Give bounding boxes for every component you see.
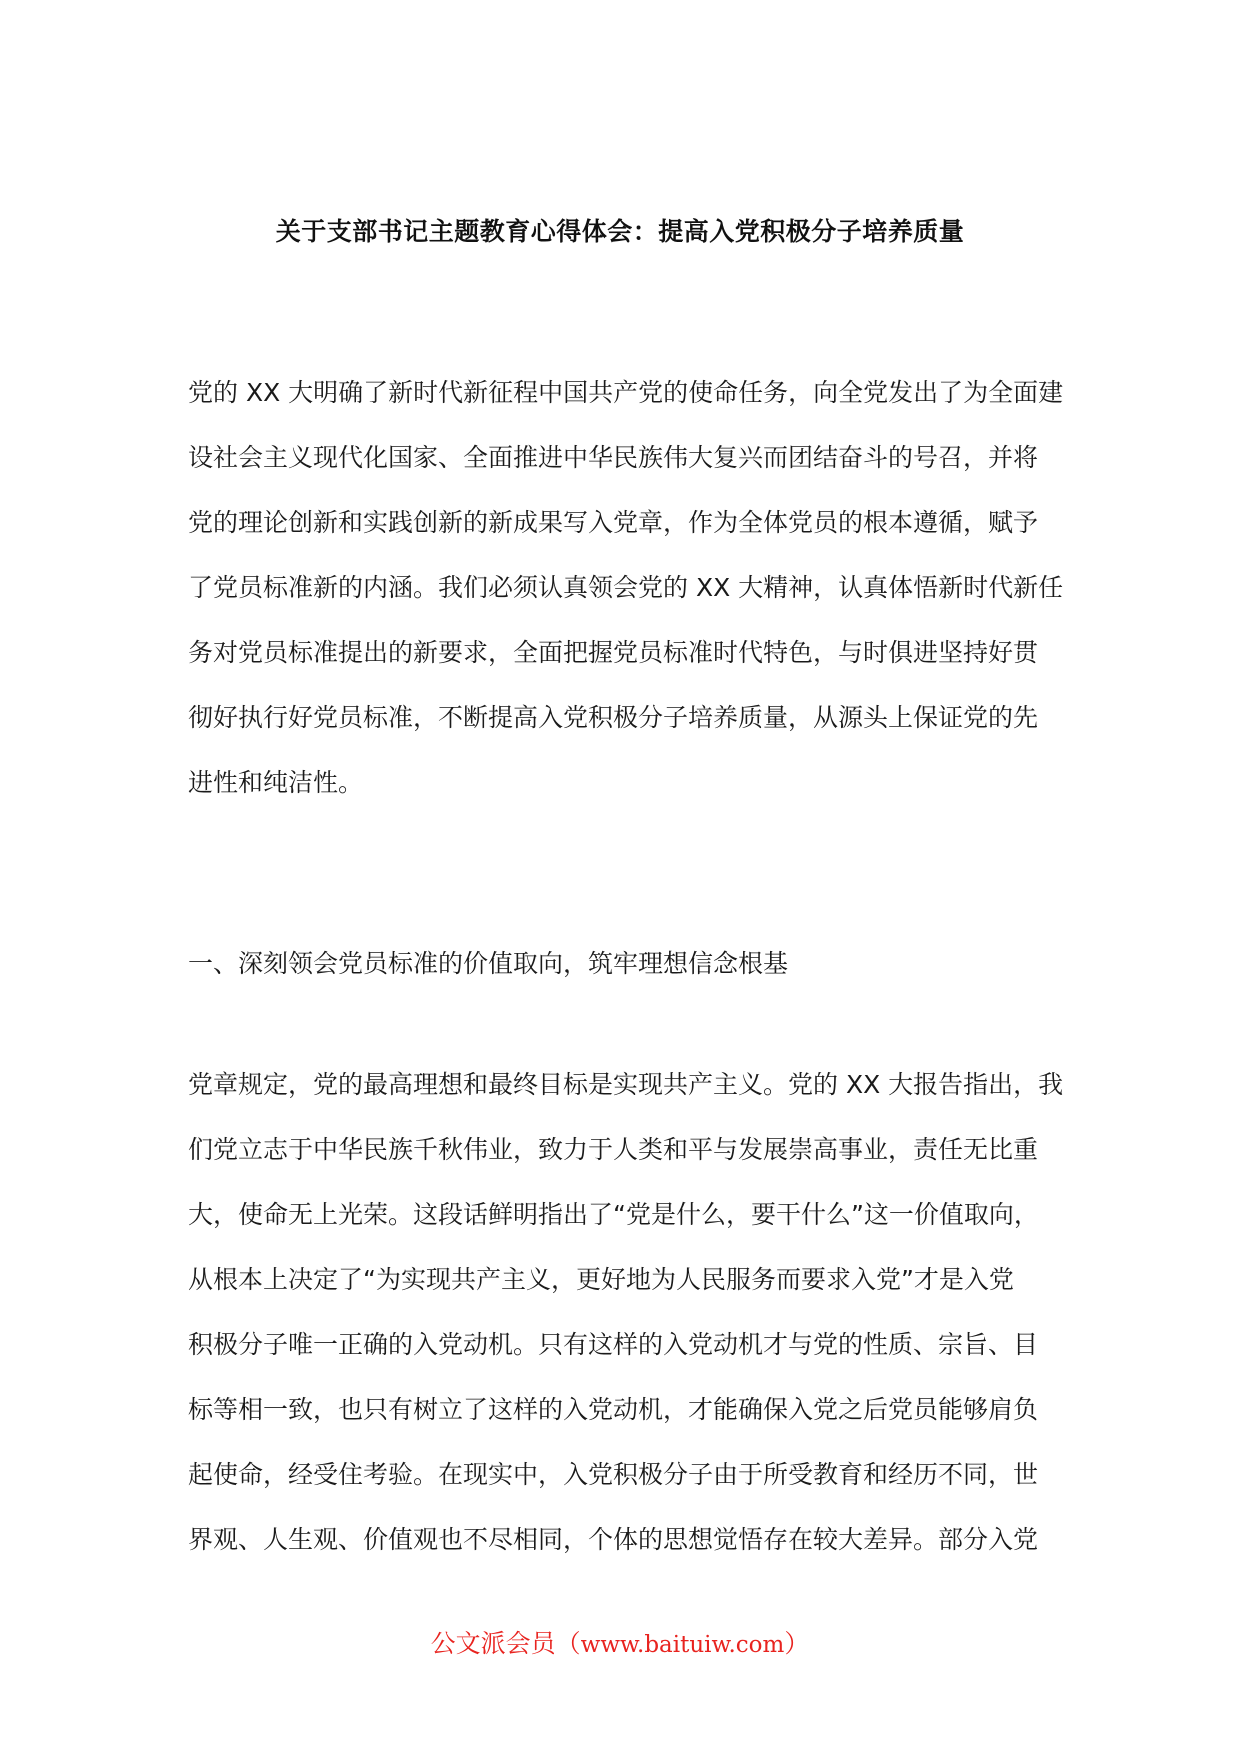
intro-paragraph [188,360,1068,815]
paragraph-line: 彻好执行好党员标准，不断提高入党积极分子培养质量，从源头上保证党的先 [188,703,1039,732]
paragraph-line: 界观、人生观、价值观也不尽相同，个体的思想觉悟存在较大差异。部分入党 [188,1525,1039,1554]
paragraph-line: 起使命，经受住考验。在现实中，入党积极分子由于所受教育和经历不同，世 [188,1460,1039,1489]
paragraph-line: 设社会主义现代化国家、全面推进中华民族伟大复兴而团结奋斗的号召，并将 [188,443,1039,472]
footer-url: www.baituiw.com [580,1632,785,1658]
paragraph-line: 党的理论创新和实践创新的新成果写入党章，作为全体党员的根本遵循，赋予 [188,508,1039,537]
footer-watermark [0,1624,1240,1660]
footer-suffix: ） [784,1629,810,1658]
paragraph-line: 党的 XX 大明确了新时代新征程中国共产党的使命任务，向全党发出了为全面建 [188,378,1064,407]
paragraph-line: 从根本上决定了“为实现共产主义，更好地为人民服务而要求入党”才是入党 [188,1265,1014,1294]
paragraph-line: 积极分子唯一正确的入党动机。只有这样的入党动机才与党的性质、宗旨、目 [188,1330,1039,1359]
footer-prefix: 公文派会员（ [430,1629,581,1658]
paragraph-line: 标等相一致，也只有树立了这样的入党动机，才能确保入党之后党员能够肩负 [188,1395,1039,1424]
paragraph-line: 党章规定，党的最高理想和最终目标是实现共产主义。党的 XX 大报告指出，我 [188,1070,1064,1099]
paragraph-line: 们党立志于中华民族千秋伟业，致力于人类和平与发展崇高事业，责任无比重 [188,1135,1039,1164]
paragraph-line: 了党员标准新的内涵。我们必须认真领会党的 XX 大精神，认真体悟新时代新任 [188,573,1064,602]
section-heading-1 [188,931,1068,996]
section-heading-text: 一、深刻领会党员标准的价值取向，筑牢理想信念根基 [188,949,789,978]
paragraph-line: 大，使命无上光荣。这段话鲜明指出了“党是什么，要干什么”这一价值取向， [188,1200,1039,1229]
document-title: 关于支部书记主题教育心得体会：提高入党积极分子培养质量 [275,217,965,246]
section-1-paragraph [188,1052,1068,1572]
paragraph-line: 务对党员标准提出的新要求，全面把握党员标准时代特色，与时俱进坚持好贯 [188,638,1039,667]
paragraph-line: 进性和纯洁性。 [188,768,364,797]
